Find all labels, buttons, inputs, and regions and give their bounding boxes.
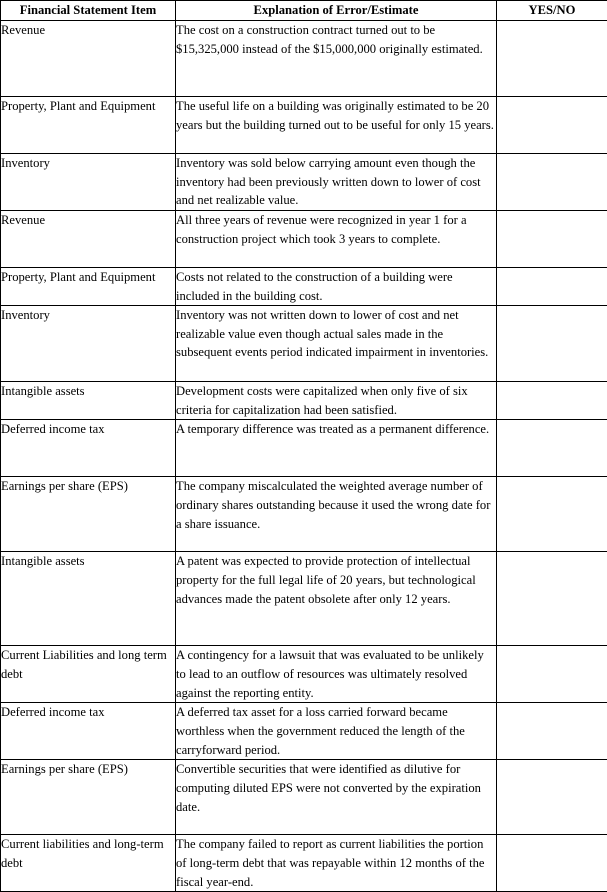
answer-cell[interactable] [497, 306, 607, 382]
header-item: Financial Statement Item [1, 1, 176, 21]
item-cell: Current Liabilities and long term debt [1, 646, 176, 703]
header-answer: YES/NO [497, 1, 607, 21]
explanation-cell: The cost on a construction contract turned out to be $15,325,000 instead of the $15,000,000 originally estimated. [176, 21, 497, 97]
item-cell: Current liabilities and long-term debt [1, 835, 176, 892]
answer-cell[interactable] [497, 835, 607, 892]
table-row [1, 306, 607, 382]
table-row [1, 382, 607, 420]
table-row [1, 703, 607, 760]
answer-cell[interactable] [497, 703, 607, 760]
explanation-cell: All three years of revenue were recognized in year 1 for a construction project which took 3 years to complete. [176, 211, 497, 268]
table-row [1, 646, 607, 703]
table-row [1, 154, 607, 211]
item-cell: Inventory [1, 306, 176, 382]
table-row [1, 477, 607, 552]
table-row [1, 552, 607, 646]
explanation-cell: Inventory was sold below carrying amount even though the inventory had been previously written down to lower of cost and net realizable value. [176, 154, 497, 211]
answer-cell[interactable] [497, 382, 607, 420]
explanation-cell: A patent was expected to provide protection of intellectual property for the full legal life of 20 years, but technological advances made the patent obsolete after only 12 years. [176, 552, 497, 646]
item-cell: Revenue [1, 21, 176, 97]
explanation-cell: The useful life on a building was originally estimated to be 20 years but the building turned out to be useful for only 15 years. [176, 97, 497, 154]
item-cell: Earnings per share (EPS) [1, 760, 176, 835]
answer-cell[interactable] [497, 211, 607, 268]
table-row [1, 835, 607, 892]
answer-cell[interactable] [497, 760, 607, 835]
answer-cell[interactable] [497, 21, 607, 97]
answer-cell[interactable] [497, 646, 607, 703]
explanation-cell: The company failed to report as current liabilities the portion of long-term debt that was repayable within 12 months of the fiscal year-end. [176, 835, 497, 892]
explanation-cell: A temporary difference was treated as a permanent difference. [176, 420, 497, 477]
answer-cell[interactable] [497, 268, 607, 306]
item-cell: Inventory [1, 154, 176, 211]
answer-cell[interactable] [497, 477, 607, 552]
item-cell: Deferred income tax [1, 703, 176, 760]
item-cell: Property, Plant and Equipment [1, 268, 176, 306]
item-cell: Revenue [1, 211, 176, 268]
table-row [1, 268, 607, 306]
answer-cell[interactable] [497, 97, 607, 154]
explanation-cell: Convertible securities that were identified as dilutive for computing diluted EPS were not converted by the expiration date. [176, 760, 497, 835]
explanation-cell: Costs not related to the construction of a building were included in the building cost. [176, 268, 497, 306]
item-cell: Earnings per share (EPS) [1, 477, 176, 552]
table-row [1, 420, 607, 477]
item-cell: Intangible assets [1, 552, 176, 646]
explanation-cell: Inventory was not written down to lower of cost and net realizable value even though actual sales made in the subsequent events period indicated impairment in inventories. [176, 306, 497, 382]
table-row [1, 760, 607, 835]
header-explanation: Explanation of Error/Estimate [176, 1, 497, 21]
header-row [1, 1, 607, 21]
table-row [1, 211, 607, 268]
explanation-cell: A contingency for a lawsuit that was evaluated to be unlikely to lead to an outflow of resources was ultimately resolved against the reporting entity. [176, 646, 497, 703]
answer-cell[interactable] [497, 552, 607, 646]
item-cell: Intangible assets [1, 382, 176, 420]
table-row [1, 97, 607, 154]
answer-cell[interactable] [497, 154, 607, 211]
item-cell: Deferred income tax [1, 420, 176, 477]
item-cell: Property, Plant and Equipment [1, 97, 176, 154]
explanation-cell: Development costs were capitalized when only five of six criteria for capitalization had been satisfied. [176, 382, 497, 420]
answer-cell[interactable] [497, 420, 607, 477]
explanation-cell: A deferred tax asset for a loss carried forward became worthless when the government reduced the length of the carryforward period. [176, 703, 497, 760]
table-row [1, 21, 607, 97]
explanation-cell: The company miscalculated the weighted average number of ordinary shares outstanding because it used the wrong date for a share issuance. [176, 477, 497, 552]
